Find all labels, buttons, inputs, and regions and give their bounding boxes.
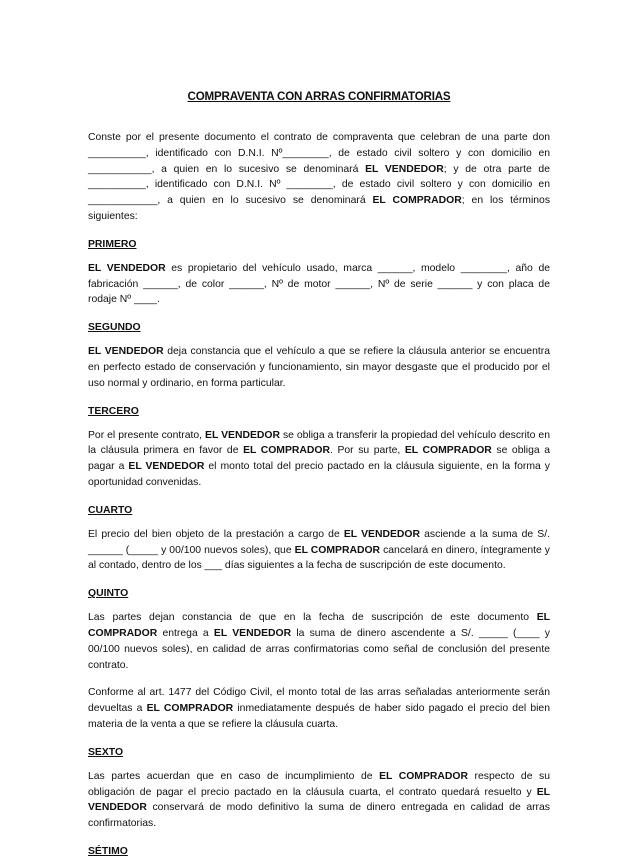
clause-text: deja constancia que el vehículo a que se refiere la cláusula anterior se encuentra en perfecto estado de conservación y funcionamiento, sin mayor desgaste que el producido por el uso normal y ordinario, en forma particular. [88, 346, 550, 389]
section-primero-paragraph [88, 261, 550, 308]
intro-text-2: ; y de otra parte de __________, identificado con D.N.I. Nº ________, de estado civil soltero y con domicilio en ____________, a quien en lo sucesivo se denominará [88, 163, 550, 207]
section-quinto-paragraph-2 [88, 685, 550, 732]
clause-text: respecto de su obligación de pagar el precio pactado en la cláusula cuarta, el contrato quedará resuelto y [88, 770, 551, 798]
section-tercero-paragraph [88, 428, 550, 491]
clause-text: Por el presente contrato, [88, 429, 206, 441]
section-cuarto-paragraph [88, 527, 550, 574]
clause-text: . Por su parte, [330, 445, 405, 457]
party-buyer-label: EL COMPRADOR [146, 703, 234, 715]
clause-text: se obliga a transferir la propiedad del vehículo descrito en la cláusula primera en favor de [88, 429, 550, 457]
section-heading-sexto: SEXTO [88, 746, 124, 758]
section-heading-tercero: TERCERO [88, 405, 139, 417]
clause-text: Las partes acuerdan que en caso de incumplimiento de [88, 770, 380, 782]
clause-text: es propietario del vehículo usado, marca ______, modelo ________, año de fabricación ______, de color ______, Nº de motor ______, Nº de serie ______ y con placa de rodaje Nº ____. [88, 262, 550, 306]
party-seller-label: EL VENDEDOR [88, 346, 164, 358]
party-buyer-label: EL COMPRADOR [243, 445, 330, 457]
section-heading-quinto: QUINTO [88, 588, 129, 600]
party-seller-label: EL VENDEDOR [343, 528, 420, 540]
intro-text-1: Conste por el presente documento el contrato de compraventa que celebran de una parte don __________, identificado con D.N.I. Nº________, de estado civil soltero y con domicilio en ___________, a quien en lo sucesivo se denominará [88, 132, 550, 175]
party-buyer-label: EL COMPRADOR [404, 445, 492, 457]
party-seller-label: EL VENDEDOR [128, 461, 205, 473]
party-seller-label: EL VENDEDOR [365, 163, 444, 175]
clause-text: cancelará en dinero, íntegramente y al contado, dentro de los ___ días siguientes a la fecha de suscripción de este documento. [88, 544, 550, 572]
intro-paragraph [88, 130, 550, 225]
document-title: COMPRAVENTA CON ARRAS CONFIRMATORIAS [187, 90, 451, 103]
clause-text: conservará de modo definitivo la suma de dinero entregada en calidad de arras confirmatorias. [88, 802, 550, 830]
clause-text: Las partes dejan constancia de que en la fecha de suscripción de este documento [88, 612, 537, 624]
clause-text: la suma de dinero ascendente a S/. _____ (____ y 00/100 nuevos soles), en calidad de arras confirmatorias como señal de conclusión del presente contrato. [88, 627, 550, 671]
section-quinto-paragraph-1 [88, 610, 550, 673]
party-buyer-label: EL COMPRADOR [88, 612, 550, 639]
clause-text: entrega a [157, 627, 214, 639]
party-buyer-label: EL COMPRADOR [294, 544, 381, 556]
party-seller-label: EL VENDEDOR [205, 429, 280, 441]
clause-text: se obliga a pagar a [88, 445, 551, 473]
party-buyer-label: EL COMPRADOR [372, 195, 462, 207]
section-heading-cuarto: CUARTO [88, 504, 133, 516]
section-heading-setimo: SÉTIMO [88, 845, 128, 857]
clause-text: el monto total del precio pactado en la cláusula siguiente, en la forma y oportunidad convenidas. [88, 461, 550, 488]
section-heading-primero: PRIMERO [88, 238, 137, 250]
clause-text: asciende a la suma de S/. ______ (_____ y 00/100 nuevos soles), que [88, 528, 550, 556]
intro-text-3: ; en los términos siguientes: [88, 195, 551, 222]
party-seller-label: EL VENDEDOR [213, 627, 292, 639]
document-body [88, 89, 550, 868]
section-segundo-paragraph [88, 344, 550, 391]
section-heading-segundo: SEGUNDO [88, 322, 141, 334]
section-sexto-paragraph [88, 769, 550, 832]
clause-text: Conforme al art. 1477 del Código Civil, el monto total de las arras señaladas anteriormente serán devueltas a [88, 687, 550, 715]
party-seller-label: EL VENDEDOR [88, 262, 166, 274]
clause-text: El precio del bien objeto de la prestación a cargo de [88, 528, 344, 540]
clause-text: inmediatamente después de haber sido pagado el precio del bien materia de la venta a que se refiere la cláusula cuarta. [88, 703, 550, 730]
party-seller-label: EL VENDEDOR [88, 786, 550, 814]
party-buyer-label: EL COMPRADOR [379, 770, 468, 782]
